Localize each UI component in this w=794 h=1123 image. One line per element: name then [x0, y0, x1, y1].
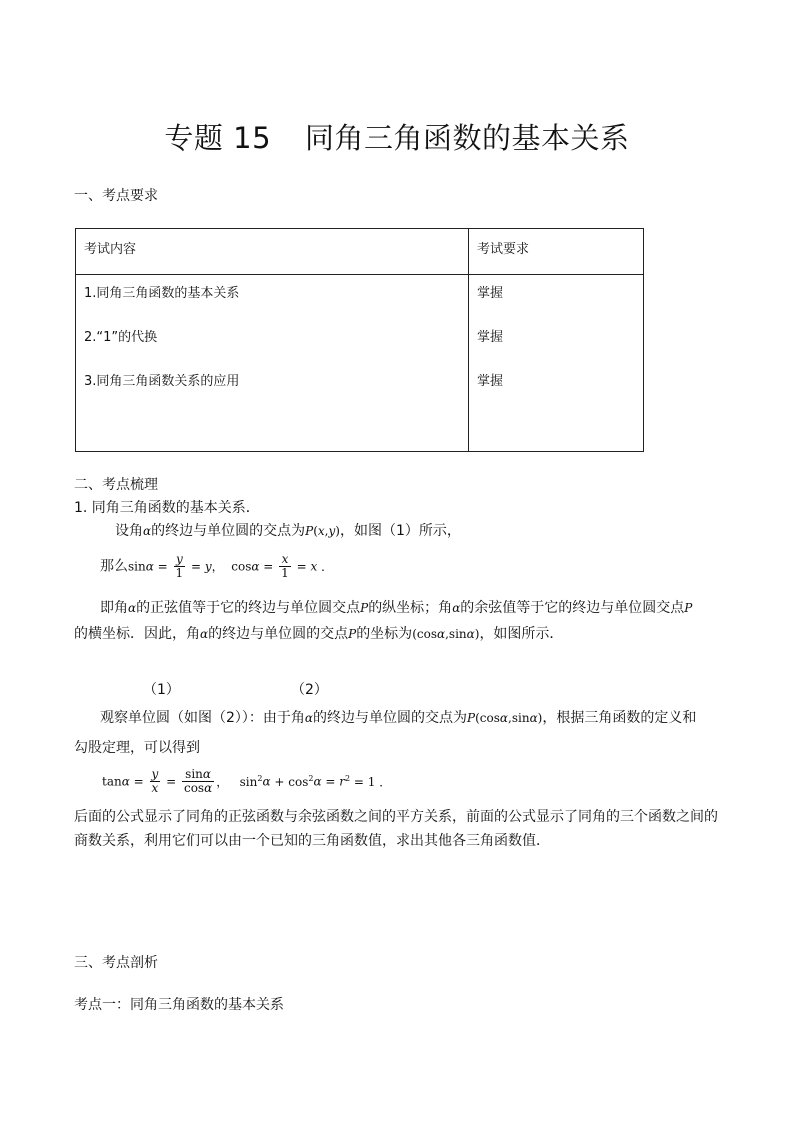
- figure-2-label: （2）: [291, 682, 328, 698]
- section2-heading: 二、考点梳理: [74, 477, 158, 493]
- paragraph-4: 的横坐标．因此，角α的终边与单位圆的交点P的坐标为(cosα,sinα)，如图所示．: [74, 626, 564, 642]
- requirements-table: [75, 228, 644, 452]
- table-body-row: [76, 275, 644, 452]
- paragraph-3: 即角α的正弦值等于它的终边与单位圆交点P的纵坐标；角α的余弦值等于它的终边与单位圆交点P: [100, 600, 693, 616]
- table-row-content: 2.“1”的代换: [84, 330, 158, 345]
- table-row-content: 1.同角三角函数的基本关系: [84, 286, 240, 301]
- table-row-requirement: 掌握: [477, 286, 504, 301]
- figure-1-label: （1）: [143, 682, 180, 698]
- table-header-requirement: 考试要求: [469, 229, 644, 275]
- paragraph-5: 观察单位圆（如图（2））：由于角α的终边与单位圆的交点为P(cosα,sinα)，根据三角函数的定义和: [100, 710, 697, 726]
- paragraph-7: 后面的公式显示了同角的正弦函数与余弦函数之间的平方关系，前面的公式显示了同角的三个函数之间的: [74, 809, 718, 825]
- exam-point-1: 考点一：同角三角函数的基本关系: [74, 997, 284, 1013]
- table-row-requirement: 掌握: [477, 330, 504, 345]
- table-row-requirement: 掌握: [477, 374, 504, 389]
- paragraph-1: 设角α的终边与单位圆的交点为P(x,y)，如图（1）所示，: [115, 523, 461, 539]
- paragraph-6: 勾股定理，可以得到: [74, 740, 200, 756]
- section3-heading: 三、考点剖析: [74, 955, 158, 971]
- table-row-content: 3.同角三角函数关系的应用: [84, 374, 240, 389]
- page-title: 专题 15 同角三角函数的基本关系: [164, 121, 630, 155]
- table-header-content: 考试内容: [76, 229, 469, 275]
- paragraph-8: 商数关系，利用它们可以由一个已知的三角函数值，求出其他各三角函数值．: [74, 833, 550, 849]
- section1-heading: 一、考点要求: [74, 188, 158, 204]
- table-header-row: [76, 229, 644, 275]
- subsection-heading: 1. 同角三角函数的基本关系．: [74, 500, 260, 516]
- formula-tan-identity: tanα = $\frac{y}{x}$ = $\frac{\sin\alpha}{\cos\alpha}$ ， $\sin^2\alpha + \cos^2\alpha = r^2 = 1$ ．: [102, 767, 392, 795]
- formula-sin-cos: 那么sinα = $\frac{y}{1}$ = y， cosα = $\frac{x}{1}$ = x ．: [100, 552, 334, 580]
